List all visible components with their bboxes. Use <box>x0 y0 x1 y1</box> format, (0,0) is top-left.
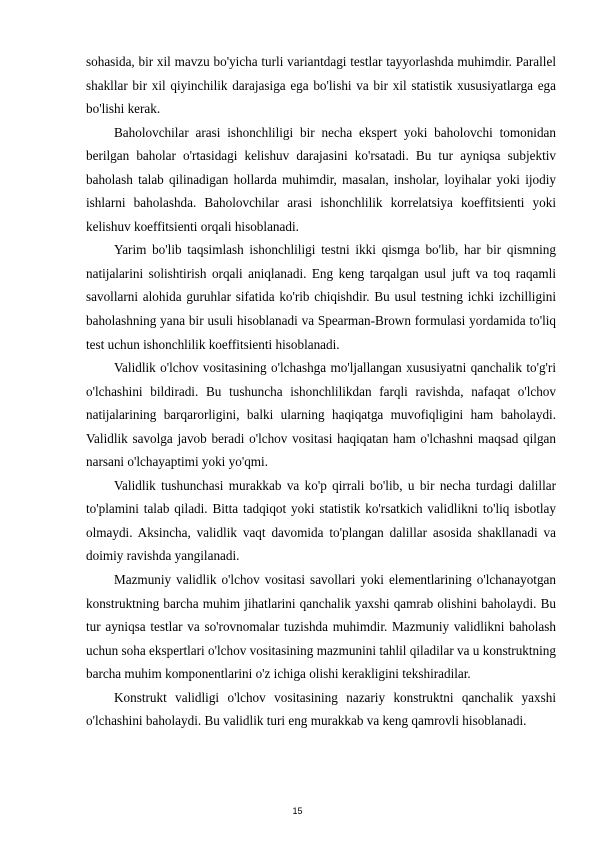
paragraph-content-validity: Mazmuniy validlik o'lchov vositasi savollari yoki elementlarining o'lchanayotgan konstruktning barcha muhim jihatlarini qanchalik yaxshi qamrab olishini baholaydi. Bu tur ayniqsa testlar va so'rovnomalar tuzishda muhimdir. Mazmuniy validlikni baholash uchun soha ekspertlari o'lchov vositasining mazmunini tahlil qiladilar va u konstruktning barcha muhim komponentlarini o'z ichiga olishi kerakligini tekshiradilar. <box>86 572 556 682</box>
paragraph-construct-validity: Konstrukt validligi o'lchov vositasining nazariy konstruktni qanchalik yaxshi o'lchashini baholaydi. Bu validlik turi eng murakkab va keng qamrovli hisoblanadi. <box>86 689 556 729</box>
document-page <box>86 50 556 733</box>
paragraph-inter-rater-reliability: Baholovchilar arasi ishonchliligi bir necha ekspert yoki baholovchi tomonidan berilgan baholar o'rtasidagi kelishuv darajasini ko'rsatadi. Bu tur ayniqsa subjektiv baholash talab qilinadigan hollarda muhimdir, masalan, insholar, loyihalar yoki ijodiy ishlarni baholashda. Baholovchilar arasi ishonchlilik korrelatsiya koeffitsienti yoki kelishuv koeffitsienti orqali hisoblanadi. <box>86 124 556 234</box>
paragraph-parallel-forms: sohasida, bir xil mavzu bo'yicha turli variantdagi testlar tayyorlashda muhimdir. Parallel shakllar bir xil qiyinchilik darajasiga ega bo'lishi va bir xil statistik xususiyatlarga ega bo'lishi kerak. <box>86 54 556 117</box>
paragraph-split-half-reliability: Yarim bo'lib taqsimlash ishonchliligi testni ikki qismga bo'lib, har bir qismning natijalarini solishtirish orqali aniqlanadi. Eng keng tarqalgan usul juft va toq raqamli savollarni alohida guruhlar sifatida ko'rib chiqishdir. Bu usul testning ichki izchilligini baholashning yana bir usuli hisoblanadi va Spearman-Brown formulasi yordamida to'liq test uchun ishonchlilik koeffitsienti hisoblanadi. <box>86 242 556 352</box>
paragraph-validity-concept: Validlik tushunchasi murakkab va ko'p qirrali bo'lib, u bir necha turdagi dalillar to'plamini talab qiladi. Bitta tadqiqot yoki statistik ko'rsatkich validlikni to'liq isbotlay olmaydi. Aksincha, validlik vaqt davomida to'plangan dalillar asosida shakllanadi va doimiy ravishda yangilanadi. <box>86 477 556 564</box>
page-number: 15 <box>292 806 303 816</box>
paragraph-validity-definition: Validlik o'lchov vositasining o'lchashga mo'ljallangan xususiyatni qanchalik to'g'ri o'lchashini bildiradi. Bu tushuncha ishonchlilikdan farqli ravishda, nafaqat o'lchov natijalarining barqarorligini, balki ularning haqiqatga muvofiqligini ham baholaydi. Validlik savolga javob beradi o'lchov vositasi haqiqatan ham o'lchashni maqsad qilgan narsani o'lchayaptimi yoki yo'qmi. <box>86 360 556 470</box>
